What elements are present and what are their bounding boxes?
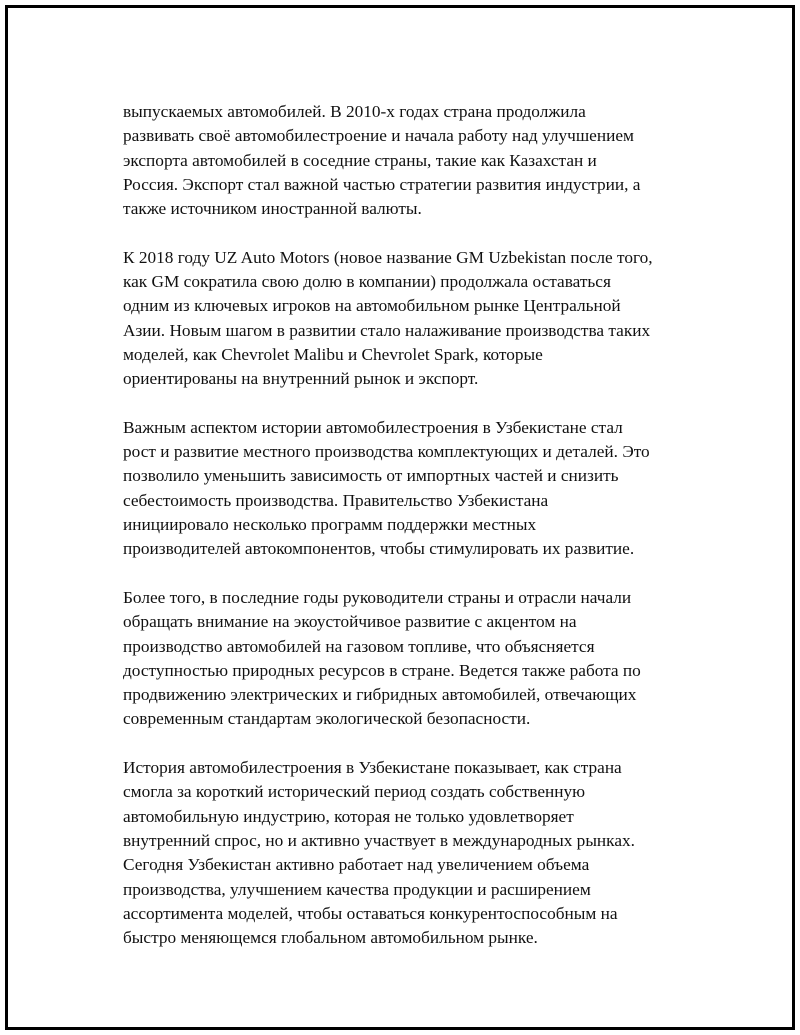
page-frame — [5, 5, 795, 1030]
paragraph-conclusion: История автомобилестроения в Узбекистане показывает, как страна смогла за короткий исторический период создать собственную автомобильную индустрию, которая не только удовлетворяет внутренний спрос, но и активно участвует в международных рынках. Сегодня Узбекистан активно работает над увеличением объема производства, улучшением качества продукции и расширением ассортимента моделей, чтобы оставаться конкурентоспособным на быстро меняющемся глобальном автомобильном рынке. — [123, 758, 635, 948]
paragraph-local-components: Важным аспектом истории автомобилестроения в Узбекистане стал рост и развитие местного производства комплектующих и деталей. Это позволило уменьшить зависимость от импортных частей и снизить себестоимость производства. Правительство Узбекистана инициировало несколько программ поддержки местных производителей автокомпонентов, чтобы стимулировать их развитие. — [123, 417, 650, 559]
paragraph-export: выпускаемых автомобилей. В 2010-х годах страна продолжила развивать своё автомобилестроение и начала работу над улучшением экспорта автомобилей в соседние страны, такие как Казахстан и Россия. Экспорт стал важной частью стратегии развития индустрии, а также источником иностранной валюты. — [123, 102, 641, 219]
document-body — [123, 100, 713, 975]
paragraph-eco-development: Более того, в последние годы руководители страны и отрасли начали обращать внимание на экоустойчивое развитие с акцентом на производство автомобилей на газовом топливе, что объясняется доступностью природных ресурсов в стране. Ведется также работа по продвижению электрических и гибридных автомобилей, отвечающих современным стандартам экологической безопасности. — [123, 587, 641, 729]
paragraph-uz-auto-motors: К 2018 году UZ Auto Motors (новое название GM Uzbekistan после того, как GM сократила свою долю в компании) продолжала оставаться одним из ключевых игроков на автомобильном рынке Центральной Азии. Новым шагом в развитии стало налаживание производства таких моделей, как Chevrolet Malibu и Chevrolet Spark, которые ориентированы на внутренний рынок и экспорт. — [123, 247, 653, 389]
